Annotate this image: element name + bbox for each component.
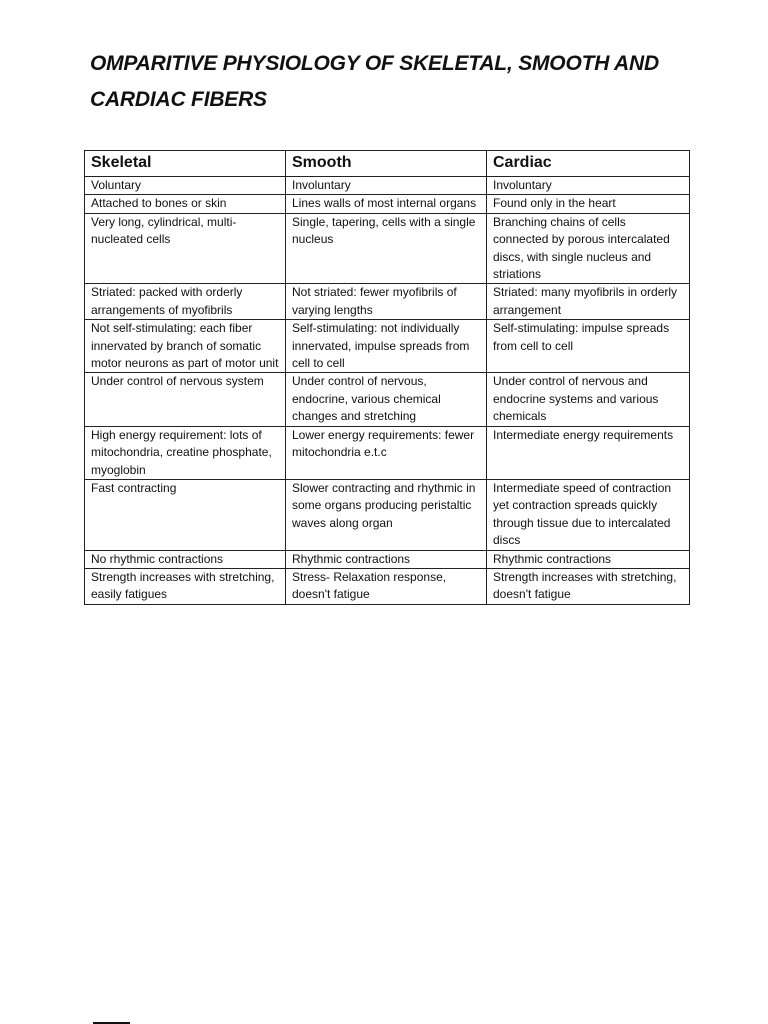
table-cell-smooth: Under control of nervous, endocrine, various chemical changes and stretching <box>286 373 487 426</box>
table-row <box>85 177 690 195</box>
table-cell-smooth: Slower contracting and rhythmic in some organs producing peristaltic waves along organ <box>286 479 487 550</box>
table-cell-cardiac: Branching chains of cells connected by porous intercalated discs, with single nucleus and striations <box>487 213 690 284</box>
table-header-row <box>85 151 690 177</box>
column-header-cardiac: Cardiac <box>487 151 690 177</box>
table-cell-cardiac: Under control of nervous and endocrine systems and various chemicals <box>487 373 690 426</box>
table-cell-cardiac: Self-stimulating: impulse spreads from cell to cell <box>487 320 690 373</box>
table-cell-smooth: Lines walls of most internal organs <box>286 195 487 213</box>
table-cell-skeletal: Under control of nervous system <box>85 373 286 426</box>
table-cell-skeletal: Voluntary <box>85 177 286 195</box>
column-header-smooth: Smooth <box>286 151 487 177</box>
table-row <box>85 550 690 568</box>
table-cell-smooth: Single, tapering, cells with a single nucleus <box>286 213 487 284</box>
table-cell-cardiac: Found only in the heart <box>487 195 690 213</box>
table-cell-cardiac: Involuntary <box>487 177 690 195</box>
table-cell-skeletal: Attached to bones or skin <box>85 195 286 213</box>
table-cell-skeletal: Strength increases with stretching, easily fatigues <box>85 568 286 604</box>
table-cell-smooth: Lower energy requirements: fewer mitochondria e.t.c <box>286 426 487 479</box>
table-cell-cardiac: Intermediate speed of contraction yet contraction spreads quickly through tissue due to intercalated discs <box>487 479 690 550</box>
table-cell-smooth: Self-stimulating: not individually innervated, impulse spreads from cell to cell <box>286 320 487 373</box>
table-row <box>85 373 690 426</box>
table-row <box>85 284 690 320</box>
table-cell-cardiac: Intermediate energy requirements <box>487 426 690 479</box>
table-row <box>85 195 690 213</box>
table-cell-skeletal: No rhythmic contractions <box>85 550 286 568</box>
table-row <box>85 320 690 373</box>
table-cell-smooth: Not striated: fewer myofibrils of varying lengths <box>286 284 487 320</box>
table-cell-smooth: Involuntary <box>286 177 487 195</box>
table-cell-skeletal: High energy requirement: lots of mitochondria, creatine phosphate, myoglobin <box>85 426 286 479</box>
table-cell-cardiac: Rhythmic contractions <box>487 550 690 568</box>
table-row <box>85 479 690 550</box>
table-row <box>85 426 690 479</box>
table-cell-cardiac: Strength increases with stretching, doesn't fatigue <box>487 568 690 604</box>
table-cell-skeletal: Very long, cylindrical, multi-nucleated cells <box>85 213 286 284</box>
page-title: OMPARITIVE PHYSIOLOGY OF SKELETAL, SMOOTH AND CARDIAC FIBERS <box>90 52 659 111</box>
comparison-table <box>84 150 690 605</box>
table-cell-cardiac: Striated: many myofibrils in orderly arrangement <box>487 284 690 320</box>
table-cell-smooth: Rhythmic contractions <box>286 550 487 568</box>
column-header-skeletal: Skeletal <box>85 151 286 177</box>
table-cell-skeletal: Not self-stimulating: each fiber innervated by branch of somatic motor neurons as part of motor unit <box>85 320 286 373</box>
table-row <box>85 213 690 284</box>
table-row <box>85 568 690 604</box>
table-cell-skeletal: Striated: packed with orderly arrangements of myofibrils <box>85 284 286 320</box>
table-cell-skeletal: Fast contracting <box>85 479 286 550</box>
table-cell-smooth: Stress- Relaxation response, doesn't fatigue <box>286 568 487 604</box>
